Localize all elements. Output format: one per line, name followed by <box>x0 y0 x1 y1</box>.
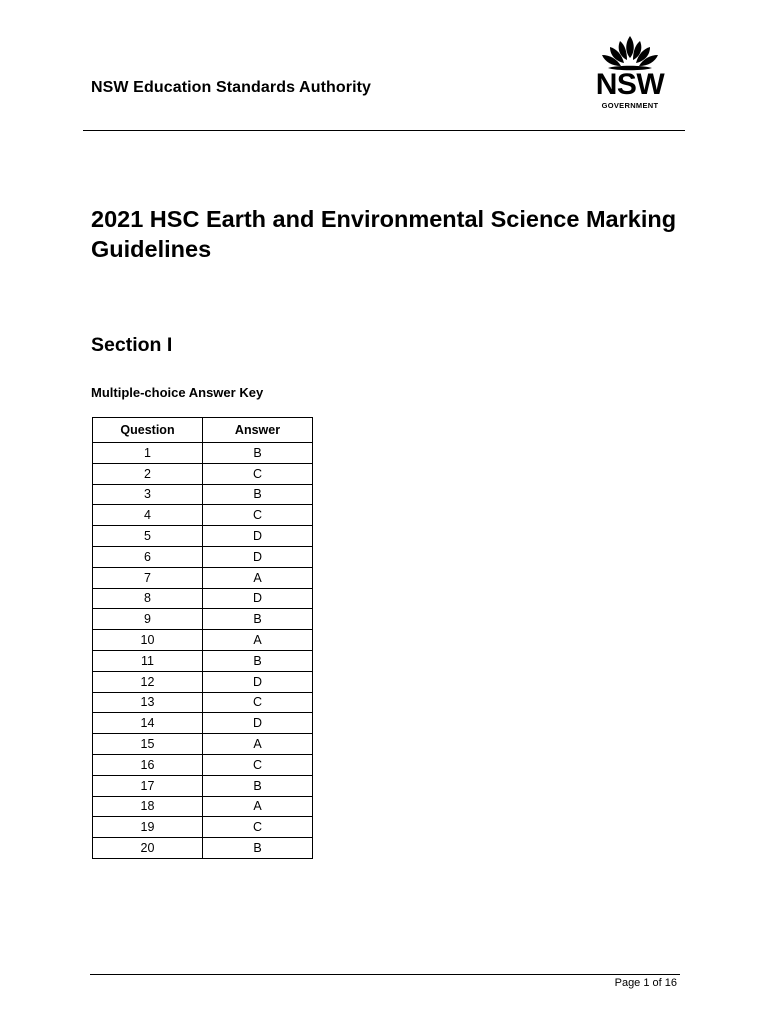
answer-cell: B <box>203 443 313 464</box>
column-header-question: Question <box>93 418 203 443</box>
logo-subtext: GOVERNMENT <box>601 101 659 110</box>
answer-cell: C <box>203 505 313 526</box>
answer-cell: C <box>203 817 313 838</box>
question-number-cell: 13 <box>93 692 203 713</box>
table-row <box>93 588 313 609</box>
table-row <box>93 775 313 796</box>
answer-cell: C <box>203 754 313 775</box>
answer-cell: D <box>203 546 313 567</box>
question-number-cell: 19 <box>93 817 203 838</box>
question-number-cell: 20 <box>93 838 203 859</box>
table-row <box>93 713 313 734</box>
question-number-cell: 15 <box>93 734 203 755</box>
answer-cell: D <box>203 671 313 692</box>
answer-key-table <box>92 417 313 859</box>
answer-cell: A <box>203 734 313 755</box>
table-row <box>93 838 313 859</box>
table-row <box>93 484 313 505</box>
answer-cell: B <box>203 484 313 505</box>
question-number-cell: 1 <box>93 443 203 464</box>
answer-cell: D <box>203 588 313 609</box>
answer-cell: B <box>203 609 313 630</box>
question-number-cell: 7 <box>93 567 203 588</box>
table-row <box>93 650 313 671</box>
table-row <box>93 734 313 755</box>
organization-name: NSW Education Standards Authority <box>91 79 372 96</box>
question-number-cell: 17 <box>93 775 203 796</box>
answer-cell: D <box>203 526 313 547</box>
table-row <box>93 505 313 526</box>
table-row <box>93 796 313 817</box>
table-row <box>93 526 313 547</box>
table-row <box>93 671 313 692</box>
question-number-cell: 8 <box>93 588 203 609</box>
section-heading: Section I <box>91 334 173 356</box>
nsw-government-logo <box>594 34 666 114</box>
question-number-cell: 6 <box>93 546 203 567</box>
table-row <box>93 443 313 464</box>
waratah-flower-icon <box>594 34 666 72</box>
answer-cell: B <box>203 838 313 859</box>
answer-cell: A <box>203 796 313 817</box>
table-row <box>93 463 313 484</box>
question-number-cell: 9 <box>93 609 203 630</box>
question-number-cell: 2 <box>93 463 203 484</box>
table-row <box>93 546 313 567</box>
table-row <box>93 567 313 588</box>
answer-key-heading: Multiple-choice Answer Key <box>91 385 264 400</box>
question-number-cell: 14 <box>93 713 203 734</box>
table-row <box>93 692 313 713</box>
header-divider <box>83 130 685 131</box>
answer-cell: C <box>203 463 313 484</box>
table-row <box>93 609 313 630</box>
question-number-cell: 10 <box>93 630 203 651</box>
logo-wordmark: NSW <box>595 68 665 101</box>
answer-cell: B <box>203 775 313 796</box>
footer-divider <box>90 974 680 975</box>
table-row <box>93 630 313 651</box>
question-number-cell: 18 <box>93 796 203 817</box>
answer-cell: B <box>203 650 313 671</box>
question-number-cell: 12 <box>93 671 203 692</box>
answer-cell: A <box>203 567 313 588</box>
question-number-cell: 16 <box>93 754 203 775</box>
question-number-cell: 3 <box>93 484 203 505</box>
table-row <box>93 817 313 838</box>
question-number-cell: 5 <box>93 526 203 547</box>
answer-cell: C <box>203 692 313 713</box>
question-number-cell: 4 <box>93 505 203 526</box>
document-title: 2021 HSC Earth and Environmental Science Marking Guidelines <box>91 206 677 262</box>
page-number: Page 1 of 16 <box>614 977 677 989</box>
table-header-row <box>93 418 313 443</box>
answer-cell: D <box>203 713 313 734</box>
question-number-cell: 11 <box>93 650 203 671</box>
answer-cell: A <box>203 630 313 651</box>
column-header-answer: Answer <box>203 418 313 443</box>
table-row <box>93 754 313 775</box>
